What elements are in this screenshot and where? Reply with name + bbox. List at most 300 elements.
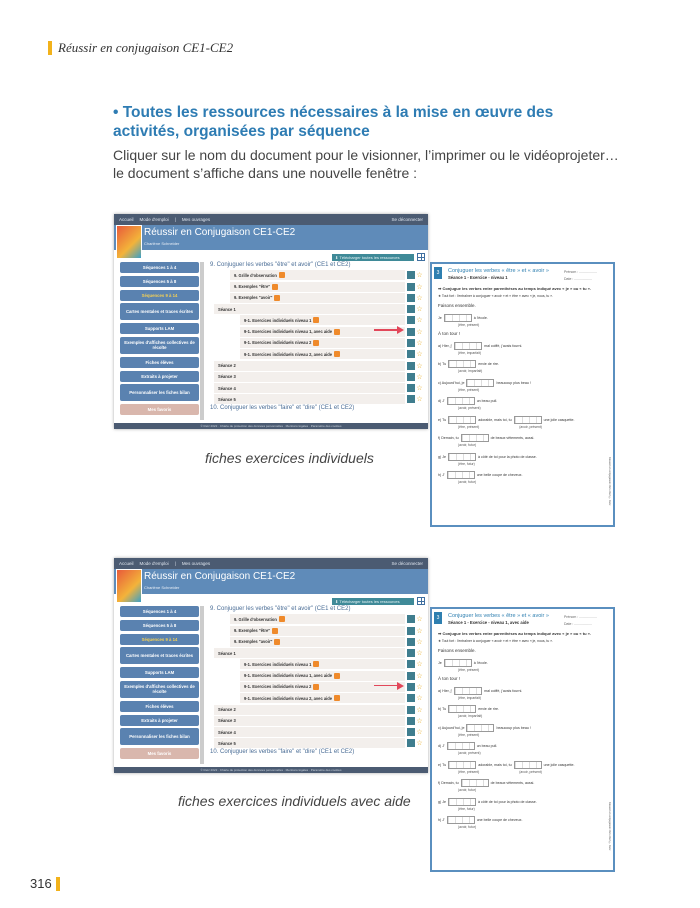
download-icon[interactable] [407,627,415,635]
sidebar-item[interactable]: Cartes mentales et traces écrites [120,303,199,320]
download-icon[interactable] [407,395,415,403]
download-all-button[interactable]: ⬇ Télécharger toutes les ressources [332,598,414,605]
favorite-star-icon[interactable]: ☆ [416,385,423,393]
resource-label: Séance 1 [218,650,236,656]
resource-label: 9. Exemples "être" [234,628,271,634]
sidebar-item[interactable]: Séquences 5 à 8 [120,276,199,287]
favorite-star-icon[interactable]: ☆ [416,627,423,635]
favorite-star-icon[interactable]: ☆ [416,373,423,381]
logout-link[interactable]: Se déconnecter [391,561,423,566]
ex-hint: (avoir, imparfait) [458,369,483,373]
resource-link[interactable] [230,282,405,292]
ex-text: à l'école. [473,315,488,320]
resource-label: Séance 4 [218,729,236,735]
answer-boxes [444,314,472,322]
answer-boxes [454,687,482,695]
resource-label: Séance 3 [218,374,236,380]
instruction: ➡ Conjugue les verbes entre parenthèses au temps indiqué avec « je » ou « tu ». [438,630,591,636]
resource-link[interactable] [214,648,405,658]
ex-hint-text: (avoir, présent) [519,769,542,774]
exercise-item [438,379,607,387]
page-number-text: 316 [30,876,52,891]
ex-text: beaucoup plus beau ! [496,380,531,385]
exercise-item [438,453,607,461]
resource-row [214,738,424,749]
resource-link[interactable] [230,270,405,280]
download-icon[interactable] [407,672,415,680]
instruction: ➡ Conjugue les verbes entre parenthèses au temps indiqué avec « je » ou « tu ». [438,285,591,291]
resource-row [230,281,424,292]
ex-hint: (avoir, présent) [458,751,481,755]
running-head-text: Réussir en conjugaison CE1-CE2 [58,40,234,55]
download-icon[interactable] [407,384,415,392]
resource-label: Séance 2 [218,363,236,369]
worksheet-preview [430,262,615,527]
prenom-field: Prénom : .................. [564,615,597,619]
sidebar-item[interactable]: Séquences 9 à 14 [120,634,199,645]
ex-text: une jolie casquette. [543,417,575,422]
example [438,314,607,322]
favorite-star-icon[interactable]: ☆ [416,661,423,669]
section-title[interactable]: 9. Conjuguer les verbes "être" et avoir" (CE1 et CE2) [210,606,351,612]
intro-line: Cliquer sur le nom du document pour le visionner, l’imprimer ou le vidéoprojeter… [113,147,619,163]
pdf-icon [272,284,278,290]
answer-boxes [448,705,476,713]
ex-text: adorable, mais toi, tu [478,417,512,422]
grid-view-icon[interactable] [417,253,425,261]
pdf-icon [274,639,280,645]
favorite-star-icon[interactable]: ☆ [416,328,423,336]
exercise-item [438,397,607,405]
nav-link[interactable]: Mode d'emploi [139,217,169,222]
exercise-item [438,360,607,368]
download-icon[interactable] [407,739,415,747]
ex-text: e) Tu [438,762,447,767]
favorite-star-icon[interactable]: ☆ [416,706,423,714]
download-icon[interactable] [407,373,415,381]
favorite-star-icon[interactable]: ☆ [416,717,423,725]
sidebar-item[interactable]: Fiches élèves [120,357,199,368]
answer-boxes [454,342,482,350]
ex-text: a) Hier, j' [438,688,453,693]
favorite-star-icon[interactable]: ☆ [416,351,423,359]
page-number [30,876,60,891]
ex-hint: (avoir, présent) [458,406,481,410]
example [438,659,607,667]
author: Charlène Schneider [144,241,180,246]
worksheet-subtitle: Séance 1 - Exercice - niveau 1, avec aide [448,619,529,625]
sequence-number: 3 [434,267,442,279]
footer: © Retz 2022 · Charte de protection des données personnelles · Mentions légales · Paramètre des cookies [114,423,428,429]
resource-label: 9-1. Exercices individuels niveau 2 [244,340,312,346]
sidebar-item[interactable]: Exemples d'affiches collectives de récolte [120,681,199,698]
ex-text: c) Aujourd'hui, je [438,380,465,385]
ex-hint: (être, imparfait) [458,695,481,700]
resource-row [240,315,424,326]
nav-link[interactable]: Accueil [119,561,134,566]
sequence-number: 3 [434,612,442,624]
answer-boxes [448,416,476,424]
sidebar-item[interactable]: Supports LAM [120,667,199,678]
nav-link: | [174,217,176,222]
nav-link[interactable]: Mes ouvrages [181,561,211,566]
download-icon[interactable] [407,328,415,336]
ex-text: Je [438,660,442,665]
resource-label: 9. Grille d'observation [234,616,277,622]
answer-boxes [448,453,476,461]
resource-link[interactable] [230,293,405,303]
resource-link[interactable] [214,705,405,715]
favorite-star-icon[interactable]: ☆ [416,650,423,658]
running-head [48,40,233,56]
sidebar-item[interactable]: Séquences 9 à 14 [120,290,199,301]
resource-link[interactable] [214,394,405,404]
favorite-star-icon[interactable]: ☆ [416,683,423,691]
favorite-star-icon[interactable]: ☆ [416,638,423,646]
ex-text: e) Tu [438,417,447,422]
ex-text: f) Demain, tu [438,436,459,440]
caption: fiches exercices individuels avec aide [178,793,411,809]
sidebar-item[interactable]: Mes favoris [120,748,199,759]
answer-boxes [448,761,476,769]
ex-hint: (être, futur) [458,461,475,466]
worksheet-preview [430,607,615,872]
ex-text: h) J' [438,473,445,477]
worksheet-title: Conjuguer les verbes « être » et « avoir » [448,268,549,274]
your-turn-heading: À ton tour ! [438,676,461,681]
favorite-star-icon[interactable]: ☆ [416,294,423,302]
nav-link[interactable]: Accueil [119,217,134,222]
resource-row [214,394,424,405]
pdf-icon [279,272,285,278]
sidebar-item[interactable]: Séquences 1 à 4 [120,606,199,617]
answer-boxes [466,379,494,387]
resource-label: 9-1. Exercices individuels niveau 1, avec aide [244,329,333,335]
download-icon[interactable] [407,305,415,313]
ex-hint: (être, présent) [458,667,480,672]
answer-boxes [461,434,489,442]
resource-link[interactable] [214,361,405,371]
sidebar-item[interactable]: Mes favoris [120,404,199,415]
section-title[interactable]: 10. Conjuguer les verbes "faire" et "dire" (CE1 et CE2) [210,405,355,412]
copyright: Réussir en conjugaison CE1-CE2 © Retz [608,801,611,850]
resource-row [214,716,424,727]
resource-row [240,338,424,349]
resource-link[interactable] [240,659,405,669]
resource-row [230,625,424,636]
resource-row [214,383,424,394]
ex-text: mal coiffé, j'avais fourni. [484,343,523,348]
ex-hint-text: (avoir, présent) [519,424,542,429]
resource-link[interactable] [230,614,405,624]
section-heading: • Toutes les ressources nécessaires à la mise en œuvre des activités, organisées par séquence [113,104,554,140]
pdf-icon [313,661,319,667]
sidebar-item[interactable]: Extraits à projeter [120,371,199,382]
sidebar-item[interactable]: Personnaliser les fiches bilan [120,728,199,745]
book-cover [116,225,142,259]
resource-link[interactable] [214,716,405,726]
download-icon[interactable] [407,362,415,370]
app-screenshot [114,214,428,429]
resource-link[interactable] [214,304,405,314]
answer-boxes [447,471,475,479]
exercise-item [438,742,607,750]
nav-link[interactable]: Mode d'emploi [139,561,169,566]
ex-hint: (être, présent) [458,387,480,392]
scrollbar[interactable] [200,262,204,420]
ex-hint: (être, présent) [458,732,480,737]
sidebar [120,262,199,418]
download-icon[interactable] [407,316,415,324]
resource-label: 9-1. Exercices individuels niveau 1 [244,317,312,323]
resource-list [210,606,424,757]
ex-text: d) J' [438,744,445,748]
answer-boxes [461,779,489,787]
download-icon[interactable] [407,615,415,623]
favorite-star-icon[interactable]: ☆ [416,272,423,280]
answer-boxes [447,397,475,405]
answer-boxes [447,816,475,824]
intro-line: le document s’affiche dans une nouvelle fenêtre : [113,165,418,181]
exercise-item [438,416,607,424]
resource-row [214,372,424,383]
resource-link[interactable] [230,637,405,647]
arrow-indicator [374,329,398,331]
ex-hint: (avoir, imparfait) [458,714,483,718]
resource-label: 9. Exemples "avoir" [234,639,273,645]
resource-label: 9-1. Exercices individuels niveau 2 [244,684,312,690]
exercise-item [438,434,607,442]
your-turn-heading: À ton tour ! [438,331,461,336]
resource-label: Séance 1 [218,306,236,312]
sidebar-item[interactable]: Cartes mentales et traces écrites [120,647,199,664]
pdf-icon [334,351,340,357]
download-icon[interactable] [407,283,415,291]
pdf-icon [274,295,280,301]
favorite-star-icon[interactable]: ☆ [416,695,423,703]
intro-text [113,146,643,182]
ex-hint: (avoir, futur) [458,480,477,484]
author: Charlène Schneider [144,585,180,590]
accent-bar [48,41,52,55]
top-nav [114,214,428,225]
download-icon[interactable] [407,706,415,714]
resource-label: 9. Grille d'observation [234,272,277,278]
ex-hint: (être, présent) [458,322,480,327]
ex-text: g) Je [438,799,446,804]
resource-link[interactable] [240,315,405,325]
resource-link[interactable] [240,671,405,681]
ex-text: envie de rire. [478,362,499,366]
resource-link[interactable] [214,383,405,393]
resource-link[interactable] [240,338,405,348]
favorite-star-icon[interactable]: ☆ [416,362,423,370]
pdf-icon [279,616,285,622]
note: ★ Tout fort : l'entraîner à conjuguer « avoir » et « être » avec « je, nous, tu ». [438,638,554,643]
resource-link[interactable] [240,682,405,692]
ex-text: à l'école. [473,660,488,665]
exercise-item [438,761,607,769]
name-date-fields [564,614,608,628]
ex-text: b) Tu [438,362,447,366]
resource-label: Séance 3 [218,718,236,724]
favorite-star-icon[interactable]: ☆ [416,616,423,624]
answer-boxes [514,761,542,769]
download-icon[interactable] [407,660,415,668]
pdf-icon [313,684,319,690]
grid-view-icon[interactable] [417,597,425,605]
ex-text: une belle coupe de cheveux. [476,473,523,477]
top-nav [114,558,428,569]
exercise-item [438,779,607,787]
resource-link[interactable] [230,626,405,636]
ex-hint: (avoir, futur) [458,825,477,829]
download-icon[interactable] [407,728,415,736]
ex-text: Je [438,315,442,320]
sidebar-item[interactable]: Personnaliser les fiches bilan [120,384,199,401]
favorite-star-icon[interactable]: ☆ [416,283,423,291]
date-field: Date : .................. [564,277,592,281]
date-field: Date : .................. [564,622,592,626]
section-title[interactable]: 10. Conjuguer les verbes "faire" et "dire" (CE1 et CE2) [210,749,355,756]
sidebar-item[interactable]: Supports LAM [120,323,199,334]
resource-label: Séance 5 [218,740,236,746]
download-icon[interactable] [407,683,415,691]
name-date-fields [564,269,608,283]
download-icon[interactable] [407,271,415,279]
resource-row [240,659,424,670]
favorite-star-icon[interactable]: ☆ [416,396,423,404]
ex-text: h) J' [438,818,445,822]
resource-link[interactable] [214,727,405,737]
favorite-star-icon[interactable]: ☆ [416,317,423,325]
resource-row [230,293,424,304]
ex-hint-text: (être, présent) [458,769,480,774]
sidebar-item[interactable]: Exemples d'affiches collectives de récolte [120,337,199,354]
download-all-button[interactable]: ⬇ Télécharger toutes les ressources [332,254,414,261]
sidebar [120,606,199,762]
answer-boxes [448,798,476,806]
resource-link[interactable] [240,349,405,359]
download-icon[interactable] [407,638,415,646]
answer-boxes [466,724,494,732]
favorite-star-icon[interactable]: ☆ [416,306,423,314]
resource-label: Séance 2 [218,707,236,713]
nav-link[interactable]: Mes ouvrages [181,217,211,222]
sidebar-item[interactable]: Séquences 1 à 4 [120,262,199,273]
pdf-icon [313,340,319,346]
ex-hint: (être, futur) [458,806,475,811]
ex-text: une belle coupe de cheveux. [476,818,523,822]
scrollbar[interactable] [200,606,204,764]
resource-label: Séance 4 [218,385,236,391]
resource-row [230,637,424,648]
answer-boxes [447,742,475,750]
favorite-star-icon[interactable]: ☆ [416,729,423,737]
book-cover [116,569,142,603]
sidebar-item[interactable]: Fiches élèves [120,701,199,712]
exercise-item [438,724,607,732]
download-icon[interactable] [407,339,415,347]
resource-label: 9. Exemples "être" [234,284,271,290]
ex-text: un beau pull. [476,744,498,748]
pdf-icon [313,317,319,323]
resource-label: 9-1. Exercices individuels niveau 1 [244,661,312,667]
download-icon[interactable] [407,350,415,358]
exercise-item [438,471,607,479]
ex-text: à côté de toi pour la photo de classe. [478,454,537,459]
worksheet-title: Conjuguer les verbes « être » et « avoir » [448,613,549,619]
pdf-icon [272,628,278,634]
exercise-item [438,705,607,713]
pdf-icon [334,695,340,701]
favorite-star-icon[interactable]: ☆ [416,672,423,680]
together-heading: Faisons ensemble. [438,648,476,653]
answer-boxes [514,416,542,424]
download-icon[interactable] [407,694,415,702]
resource-label: 9-1. Exercices individuels niveau 2, avec aide [244,351,333,357]
download-icon[interactable] [407,649,415,657]
resource-link[interactable] [214,372,405,382]
favorite-star-icon[interactable]: ☆ [416,339,423,347]
worksheet-subtitle: Séance 1 - Exercice - niveau 1 [448,274,508,280]
ex-text: un beau pull. [476,399,498,403]
ex-text: envie de rire. [478,707,499,711]
resource-list [210,262,424,413]
app-title: Réussir en Conjugaison CE1-CE2 [144,571,296,582]
resource-row [240,693,424,704]
app-screenshot [114,558,428,773]
footer: © Retz 2022 · Charte de protection des données personnelles · Mentions légales · Paramètre des cookies [114,767,428,773]
sidebar-item[interactable]: Séquences 5 à 8 [120,620,199,631]
resource-row [240,670,424,681]
answer-boxes [448,360,476,368]
ex-text: une jolie casquette. [543,762,575,767]
nav-link: | [174,561,176,566]
accent-bar [56,877,60,891]
exercise-item [438,342,607,350]
resource-row [214,704,424,715]
pdf-icon [334,329,340,335]
download-icon[interactable] [407,717,415,725]
ex-hint: (être, imparfait) [458,350,481,355]
ex-text: f) Demain, tu [438,781,459,785]
ex-text: g) Je [438,454,446,459]
exercise-item [438,816,607,824]
exercise-item [438,687,607,695]
ex-hint: (avoir, futur) [458,788,477,792]
ex-hint: (avoir, futur) [458,443,477,447]
ex-text: adorable, mais toi, tu [478,762,512,767]
together-heading: Faisons ensemble. [438,303,476,308]
resource-row [230,614,424,625]
exercise-item [438,798,607,806]
favorite-star-icon[interactable]: ☆ [416,740,423,748]
logout-link[interactable]: Se déconnecter [391,217,423,222]
ex-text: c) Aujourd'hui, je [438,725,465,730]
section-title[interactable]: 9. Conjuguer les verbes "être" et avoir" (CE1 et CE2) [210,262,351,268]
resource-link[interactable] [214,738,405,748]
resource-link[interactable] [240,693,405,703]
resource-label: 9. Exemples "avoir" [234,295,273,301]
caption: fiches exercices individuels [205,450,374,466]
sidebar-item[interactable]: Extraits à projeter [120,715,199,726]
ex-text: d) J' [438,399,445,403]
ex-hint-text: (être, présent) [458,424,480,429]
copyright: Réussir en conjugaison CE1-CE2 © Retz [608,456,611,505]
resource-row [240,349,424,360]
download-icon[interactable] [407,294,415,302]
